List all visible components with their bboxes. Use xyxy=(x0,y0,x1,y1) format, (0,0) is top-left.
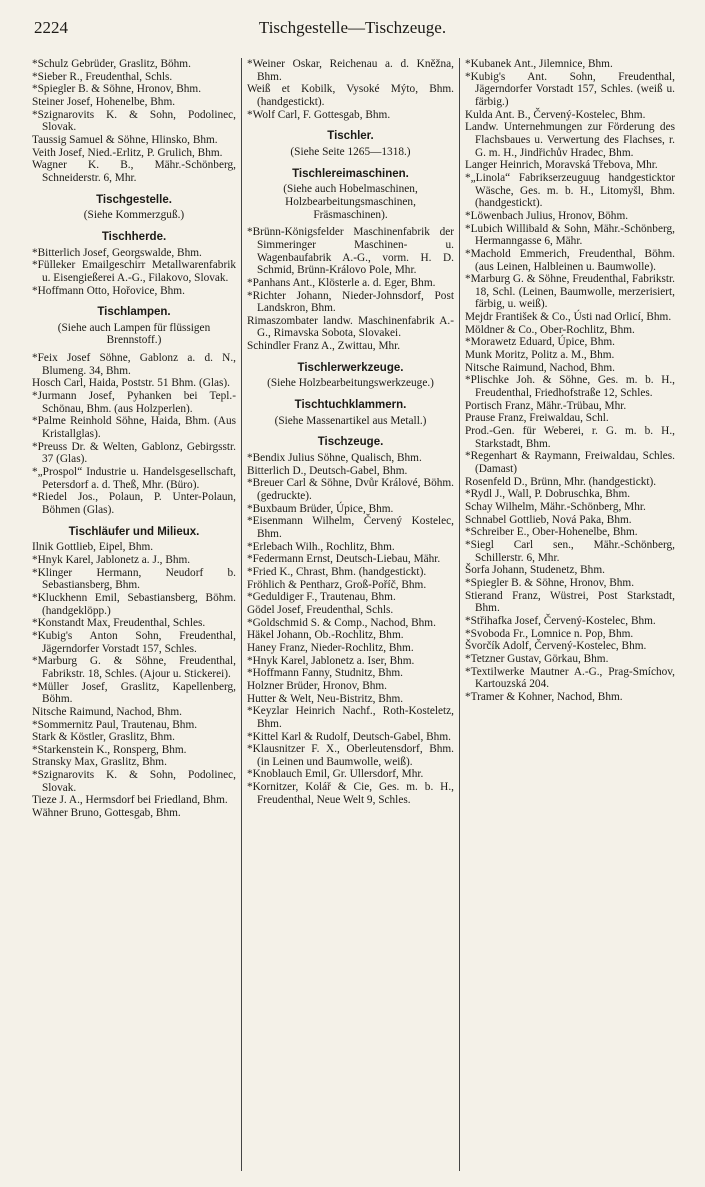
directory-entry: *Panhans Ant., Klösterle a. d. Eger, Bhm. xyxy=(247,276,436,289)
directory-entry: *Richter Johann, Nieder-Johnsdorf, Post Landskron, Bhm. xyxy=(247,289,454,315)
directory-entry: *Federmann Ernst, Deutsch-Liebau, Mähr. xyxy=(247,553,441,566)
directory-entry: Tieze J. A., Hermsdorf bei Friedland, Bhm. xyxy=(32,794,228,807)
directory-entry: *Starkenstein K., Ronsperg, Bhm. xyxy=(32,743,187,756)
page-number: 2224 xyxy=(34,18,68,37)
section-heading: Tischherde. xyxy=(101,230,167,243)
directory-entry: *Plischke Joh. & Söhne, Ges. m. b. H., Freudenthal, Friedhofstraße 12, Schles. xyxy=(465,374,675,400)
directory-entry: Landw. Unternehmungen zur Förderung des Flachsbaues u. Verwertung des Flachses, r. G. m. H., Jindřichův Hradec, Bhm. xyxy=(465,121,675,159)
directory-entry: Nitsche Raimund, Nachod, Bhm. xyxy=(465,361,615,374)
directory-entry: Taussig Samuel & Söhne, Hlinsko, Bhm. xyxy=(32,133,218,146)
directory-entry: Steiner Josef, Hohenelbe, Bhm. xyxy=(32,95,176,108)
directory-entry: *Palme Reinhold Söhne, Haida, Bhm. (Aus Kristallglas). xyxy=(32,415,236,441)
directory-entry: *Fülleker Emailgeschirr Metallwarenfabrik u. Eisengießerei A.-G., Filakovo, Slovak. xyxy=(32,259,236,284)
directory-entry: *Střihafka Josef, Červený-Kostelec, Bhm. xyxy=(465,614,656,627)
directory-entry: *Kubanek Ant., Jilemnice, Bhm. xyxy=(465,58,613,70)
directory-entry: *Schreiber E., Ober-Hohenelbe, Bhm. xyxy=(465,526,638,539)
directory-entry: *Tramer & Kohner, Nachod, Bhm. xyxy=(465,690,623,703)
section-heading: Tischtuchklammern. xyxy=(294,399,407,412)
directory-entry: *Hnyk Karel, Jablonetz a. Iser, Bhm. xyxy=(247,654,415,667)
running-title: Tischgestelle—Tischzeuge. xyxy=(258,18,447,37)
directory-entry: Šorfa Johann, Studenetz, Bhm. xyxy=(465,564,605,577)
directory-entry: *Siegl Carl sen., Mähr.-Schönberg, Schillerstr. 6, Mhr. xyxy=(465,538,675,564)
directory-entry: *Buxbaum Brüder, Úpice, Bhm. xyxy=(247,502,394,515)
directory-entry: Rosenfeld D., Brünn, Mhr. (handgestickt). xyxy=(465,475,657,488)
directory-entry: *Müller Josef, Graslitz, Kapellenberg, Böhm. xyxy=(32,680,236,706)
directory-entry: Weiß et Kobilk, Vysoké Mýto, Bhm. (handgestickt). xyxy=(247,83,454,108)
directory-entry: *Brünn-Königsfelder Maschinenfabrik der Simmeringer Maschinen- u. Wagenbaufabrik A.-G., vorm. H. D. Schmid, Brünn-Královo Pole, Mhr. xyxy=(247,226,454,277)
directory-entry: Häkel Johann, Ob.-Rochlitz, Bhm. xyxy=(247,629,404,642)
directory-entry: *Szignarovits K. & Sohn, Podolinec, Slovak. xyxy=(32,108,236,134)
directory-entry: *Rydl J., Wall, P. Dobruschka, Bhm. xyxy=(465,488,631,501)
section-heading: Tischgestelle. xyxy=(96,193,172,206)
directory-entry: *Klausnitzer F. X., Oberleutensdorf, Bhm. (in Leinen und Baumwolle, weiß). xyxy=(247,743,454,768)
directory-entry: *Tetzner Gustav, Görkau, Bhm. xyxy=(465,652,609,665)
directory-entry: Wagner K. B., Mähr.-Schönberg, Schneiderstr. 6, Mhr. xyxy=(32,159,236,184)
directory-entry: *Goldschmid S. & Comp., Nachod, Bhm. xyxy=(247,616,436,629)
directory-entry: *Svoboda Fr., Lomnice n. Pop, Bhm. xyxy=(465,627,634,640)
directory-entry: Prause Franz, Freiwaldau, Schl. xyxy=(465,412,609,425)
directory-entry: *Bitterlich Josef, Georgswalde, Bhm. xyxy=(32,246,202,259)
directory-entry: *Sommernitz Paul, Trautenau, Bhm. xyxy=(32,718,198,731)
directory-entry: Rimaszombater landw. Maschinenfabrik A.-G., Rimavska Sobota, Slovakei. xyxy=(247,314,454,340)
directory-entry: Kulda Ant. B., Červený-Kostelec, Bhm. xyxy=(465,108,646,121)
directory-entry: *Hoffmann Otto, Hořovice, Bhm. xyxy=(32,284,185,297)
column-right xyxy=(465,58,675,1169)
directory-entry: *Sieber R., Freudenthal, Schls. xyxy=(32,70,173,83)
directory-entry: *Regenhart & Raymann, Freiwaldau, Schles. (Damast) xyxy=(465,450,675,475)
directory-entry: Hutter & Welt, Neu-Bistritz, Bhm. xyxy=(247,692,404,705)
cross-reference: (Siehe auch Lampen für flüssigen Brennstoff.) xyxy=(57,321,211,347)
directory-entry: *Kornitzer, Kolář & Cie, Ges. m. b. H., Freudenthal, Neue Welt 9, Schles. xyxy=(247,781,454,806)
directory-entry: *Weiner Oskar, Reichenau a. d. Kněžna, Bhm. xyxy=(247,58,454,83)
directory-entry: *Spiegler B. & Söhne, Hronov, Bhm. xyxy=(32,83,202,96)
directory-entry: Schindler Franz A., Zwittau, Mhr. xyxy=(247,340,401,353)
directory-entry: *Feix Josef Söhne, Gablonz a. d. N., Blumeng. 34, Bhm. xyxy=(32,352,236,377)
directory-entry: *Spiegler B. & Söhne, Hronov, Bhm. xyxy=(465,576,635,589)
directory-entry: *Hoffmann Fanny, Studnitz, Bhm. xyxy=(247,667,403,680)
directory-entry: Švorčík Adolf, Červený-Kostelec, Bhm. xyxy=(465,640,647,653)
directory-entry: *Fried K., Chrast, Bhm. (handgestickt). xyxy=(247,565,427,578)
cross-reference: (Siehe Massenartikel aus Metall.) xyxy=(274,414,427,427)
directory-entry: Fröhlich & Pentharz, Groß-Poříč, Bhm. xyxy=(247,578,427,591)
section-heading: Tischlereimaschinen. xyxy=(292,167,409,180)
section-heading: Tischler. xyxy=(327,130,374,143)
directory-entry: *Kittel Karl & Rudolf, Deutsch-Gabel, Bhm. xyxy=(247,730,451,743)
section-heading: Tischzeuge. xyxy=(317,436,384,449)
directory-entry: *Konstandt Max, Freudenthal, Schles. xyxy=(32,617,206,630)
page-header xyxy=(28,14,677,42)
directory-entry: Ilnik Gottlieb, Eipel, Bhm. xyxy=(32,541,154,554)
directory-entry: Stransky Max, Graslitz, Bhm. xyxy=(32,756,167,769)
directory-entry: Wähner Bruno, Gottesgab, Bhm. xyxy=(32,807,181,820)
directory-entry: *Klinger Hermann, Neudorf b. Sebastiansberg, Bhm. xyxy=(32,566,236,592)
directory-entry: *Knoblauch Emil, Gr. Ullersdorf, Mhr. xyxy=(247,768,424,781)
directory-entry: *Marburg G. & Söhne, Freudenthal, Fabrikstr. 18, Schl. (Leinen, Baumwolle, merzerisiert, färbig, u. weiß). xyxy=(465,273,675,311)
directory-entry: Stark & Köstler, Graslitz, Bhm. xyxy=(32,731,175,744)
directory-entry: Nitsche Raimund, Nachod, Bhm. xyxy=(32,705,182,718)
directory-entry: *„Prospol“ Industrie u. Handelsgesellschaft, Petersdorf a. d. Theß, Mhr. (Büro). xyxy=(32,466,236,491)
cross-reference: (Siehe Holzbearbeitungswerkzeuge.) xyxy=(267,377,434,390)
directory-entry: *Keyzlar Heinrich Nachf., Roth-Kosteletz, Bhm. xyxy=(247,705,454,730)
directory-entry: Hosch Carl, Haida, Poststr. 51 Bhm. (Glas). xyxy=(32,377,230,390)
directory-entry: Veith Josef, Nied.-Erlitz, P. Grulich, Bhm. xyxy=(32,146,223,159)
directory-entry: *Geduldiger F., Trautenau, Bhm. xyxy=(247,591,396,604)
directory-entry: *Erlebach Wilh., Rochlitz, Bhm. xyxy=(247,540,395,553)
directory-entry: *Kubig's Anton Sohn, Freudenthal, Jägerndorfer Vorstadt 157, Schles. xyxy=(32,629,236,655)
directory-entry: Portisch Franz, Mähr.-Trübau, Mhr. xyxy=(465,399,627,412)
directory-entry: Gödel Josef, Freudenthal, Schls. xyxy=(247,603,394,616)
directory-entry: *Kluckhenn Emil, Sebastiansberg, Böhm. (handgeklöpp.) xyxy=(32,591,236,617)
directory-entry: *Hnyk Karel, Jablonetz a. J., Bhm. xyxy=(32,553,191,566)
cross-reference: (Siehe auch Hobelmaschinen, Holzbearbeitungsmaschinen, Fräsmaschinen). xyxy=(283,183,418,221)
directory-entry: *Breuer Carl & Söhne, Dvůr Králové, Böhm. (gedruckte). xyxy=(247,477,454,503)
directory-entry: Langer Heinrich, Moravská Třebova, Mhr. xyxy=(465,159,658,172)
section-heading: Tischlampen. xyxy=(97,306,171,319)
directory-entry: Holzner Brüder, Hronov, Bhm. xyxy=(247,679,387,692)
section-heading: Tischläufer und Milieux. xyxy=(68,525,200,538)
directory-entry: *Textilwerke Mautner A.-G., Prag-Smíchov, Kartouzská 204. xyxy=(465,665,675,691)
cross-reference: (Siehe Seite 1265—1318.) xyxy=(290,145,411,158)
directory-entry: *Lubich Willibald & Sohn, Mähr.-Schönberg, Hermanngasse 6, Mähr. xyxy=(465,222,675,248)
directory-entry: *Preuss Dr. & Welten, Gablonz, Gebirgsstr. 37 (Glas). xyxy=(32,440,236,466)
directory-entry: Bitterlich D., Deutsch-Gabel, Bhm. xyxy=(247,464,408,477)
column-divider xyxy=(241,58,242,1171)
directory-entry: *Löwenbach Julius, Hronov, Böhm. xyxy=(465,209,629,222)
directory-entry: Schnabel Gottlieb, Nová Paka, Bhm. xyxy=(465,513,632,526)
directory-entry: *Marburg G. & Söhne, Freudenthal, Fabrikstr. 18, Schles. (Ajour u. Stickerei). xyxy=(32,655,236,680)
column-middle xyxy=(247,58,454,1169)
section-heading: Tischlerwerkzeuge. xyxy=(297,361,404,374)
directory-entry: Munk Moritz, Politz a. M., Bhm. xyxy=(465,349,615,362)
directory-entry: Stierand Franz, Wüstrei, Post Starkstadt, Bhm. xyxy=(465,589,675,615)
directory-entry: *Morawetz Eduard, Úpice, Bhm. xyxy=(465,336,615,349)
directory-entry: *Kubig's Ant. Sohn, Freudenthal, Jägerndorfer Vorstadt 157, Schles. (weiß u. färbig.) xyxy=(465,70,675,108)
directory-entry: Mejdr František & Co., Ústi nad Orlicí, Bhm. xyxy=(465,311,672,324)
directory-entry: *Machold Emmerich, Freudenthal, Böhm. (aus Leinen, Halbleinen u. Baumwolle). xyxy=(465,247,675,273)
directory-entry: *Eisenmann Wilhelm, Červený Kostelec, Bhm. xyxy=(247,515,454,540)
directory-entry: Schay Wilhelm, Mähr.-Schönberg, Mhr. xyxy=(465,500,646,513)
directory-entry: Haney Franz, Nieder-Rochlitz, Bhm. xyxy=(247,641,414,654)
column-left xyxy=(32,58,236,1169)
column-divider xyxy=(459,58,460,1171)
directory-entry: *Bendix Julius Söhne, Qualisch, Bhm. xyxy=(247,452,422,465)
directory-entry: Möldner & Co., Ober-Rochlitz, Bhm. xyxy=(465,323,635,336)
directory-entry: *Riedel Jos., Polaun, P. Unter-Polaun, Böhmen (Glas). xyxy=(32,491,236,516)
directory-entry: Prod.-Gen. für Weberei, r. G. m. b. H., Starkstadt, Bhm. xyxy=(465,425,675,450)
directory-entry: *Schulz Gebrüder, Graslitz, Böhm. xyxy=(32,58,191,70)
directory-entry: *Szignarovits K. & Sohn, Podolinec, Slovak. xyxy=(32,769,236,794)
directory-entry: *Jurmann Josef, Pyhanken bei Tepl.-Schönau, Bhm. (aus Holzperlen). xyxy=(32,390,236,415)
directory-entry: *Wolf Carl, F. Gottesgab, Bhm. xyxy=(247,108,391,121)
cross-reference: (Siehe Kommerzguß.) xyxy=(83,209,185,222)
directory-entry: *„Linola“ Fabrikserzeuguug handgesticktor Wäsche, Ges. m. b. H., Litomyšl, Bhm. (handgestickt). xyxy=(465,171,675,210)
